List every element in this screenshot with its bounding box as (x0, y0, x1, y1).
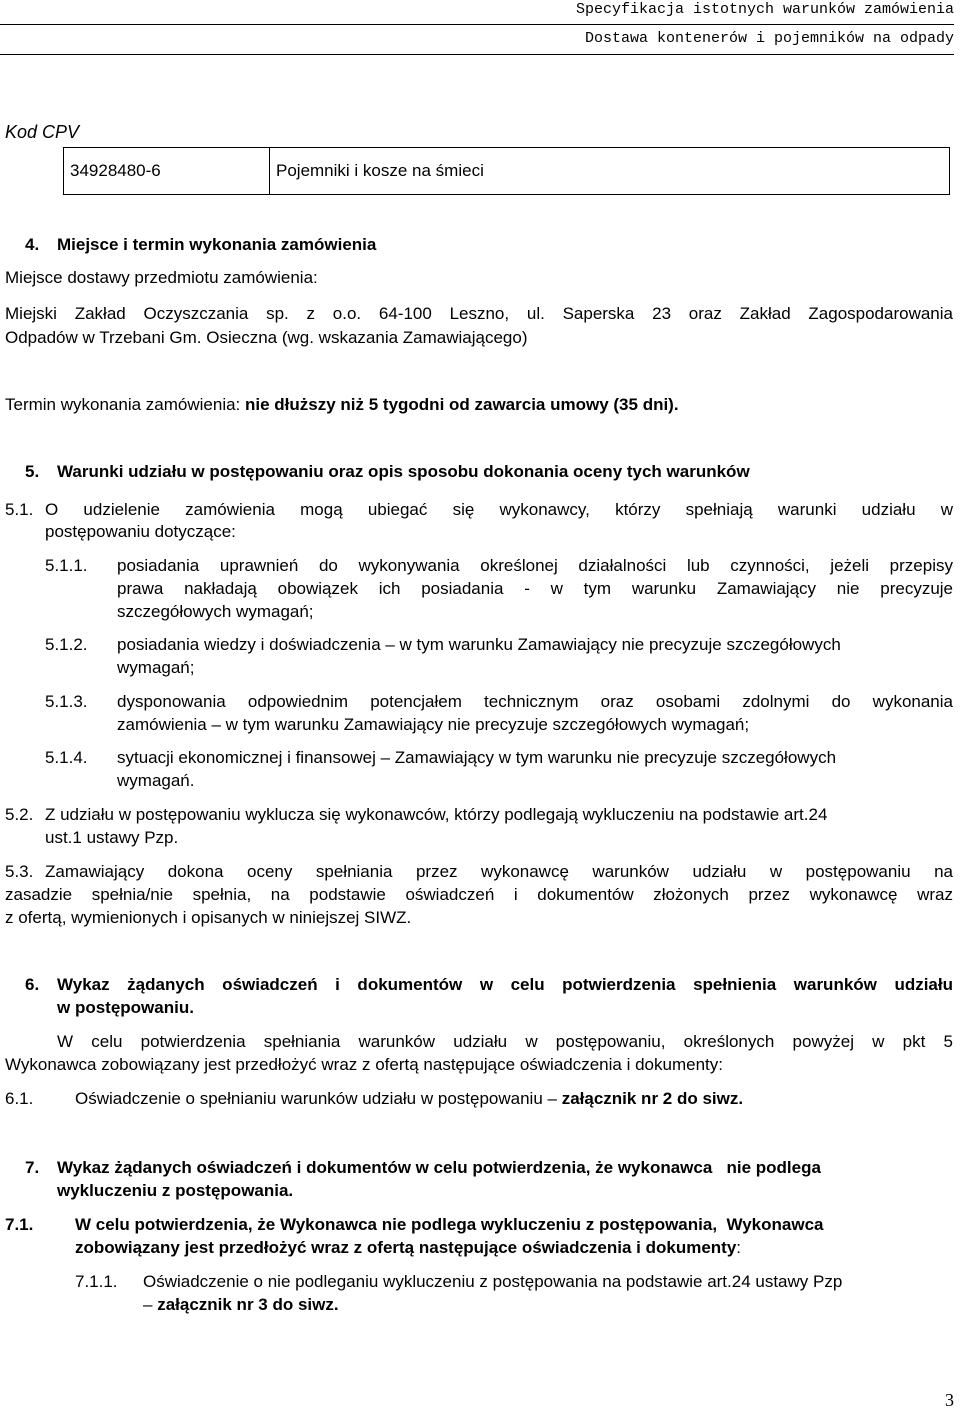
header-document-title: Specyfikacja istotnych warunków zamówienia (575, 1, 954, 18)
section-4-number: 4. (25, 235, 40, 254)
p711-dash: – (143, 1295, 158, 1314)
p61-text: Oświadczenie o spełnianiu warunków udziału w postępowaniu – (75, 1089, 562, 1108)
item-line: prawa nakładają obowiązek ich posiadania - w tym warunku Zamawiający nie precyzuje (117, 579, 953, 598)
item-line: dysponowania odpowiednim potencjałem technicznym oraz osobami zdolnymi do wykonania (117, 692, 953, 711)
p51-line-1: O udzielenie zamówienia mogą ubiegać się wykonawcy, którzy spełniają warunki udziału w (45, 500, 953, 519)
term-value: nie dłuższy niż 5 tygodni od zawarcia umowy (35 dni). (245, 395, 679, 414)
header-divider-bottom (0, 54, 954, 55)
p53-number: 5.3. (5, 862, 34, 881)
header-divider (0, 24, 954, 25)
item-number: 5.1.2. (45, 635, 88, 654)
p711-attachment: załącznik nr 3 do siwz. (157, 1295, 339, 1314)
section-6-intro-line-1: W celu potwierdzenia spełniania warunków udziału w postępowaniu, określonych powyżej w pkt 5 (57, 1032, 953, 1051)
item-line: posiadania wiedzy i doświadczenia – w tym warunku Zamawiający nie precyzuje szczegółowych (117, 635, 841, 654)
item-line: wymagań; (117, 658, 195, 677)
cpv-label: Kod CPV (5, 122, 80, 142)
p52-line-2: ust.1 ustawy Pzp. (45, 828, 179, 847)
item-number: 5.1.1. (45, 556, 88, 575)
p53-line-3: z ofertą, wymienionych i opisanych w niniejszej SIWZ. (5, 908, 412, 927)
item-line: wymagań. (117, 771, 195, 790)
p711-line-1: Oświadczenie o nie podleganiu wykluczeniu z postępowania na podstawie art.24 ustawy Pzp (143, 1272, 843, 1291)
section-5-number: 5. (25, 462, 40, 481)
p61-number: 6.1. (5, 1089, 34, 1108)
section-6-title-line-2: w postępowaniu. (57, 998, 194, 1017)
item-line: zamówienia – w tym warunku Zamawiający nie precyzuje szczegółowych wymagań; (117, 715, 750, 734)
item-line: sytuacji ekonomicznej i finansowej – Zamawiający w tym warunku nie precyzuje szczegółowych (117, 748, 837, 767)
p71-line-2: zobowiązany jest przedłożyć wraz z ofertą następujące oświadczenia i dokumenty (75, 1238, 737, 1257)
cpv-table (63, 147, 950, 195)
p711-number: 7.1.1. (75, 1272, 118, 1291)
section-4-title: Miejsce i termin wykonania zamówienia (57, 235, 377, 254)
cpv-code: 34928480-6 (64, 148, 270, 195)
p52-line-1: Z udziału w postępowaniu wyklucza się wykonawców, którzy podlegają wykluczeniu na podstawie art.24 (45, 805, 828, 824)
section-7-number: 7. (25, 1158, 40, 1177)
item-line: szczegółowych wymagań; (117, 602, 314, 621)
p61-paragraph (75, 1089, 743, 1109)
section-6-intro-line-2: Wykonawca zobowiązany jest przedłożyć wraz z ofertą następujące oświadczenia i dokumenty: (5, 1055, 723, 1074)
p53-line-1: Zamawiający dokona oceny spełniania przez wykonawcę warunków udziału w postępowaniu na (45, 862, 953, 881)
page-number: 3 (945, 1390, 954, 1410)
p52-number: 5.2. (5, 805, 34, 824)
term-label: Termin wykonania zamówienia: (5, 395, 245, 414)
place-line-2: Odpadów w Trzebani Gm. Osieczna (wg. wskazania Zamawiającego) (5, 328, 528, 347)
section-7-title-line-2: wykluczeniu z postępowania. (57, 1181, 294, 1200)
item-line: posiadania uprawnień do wykonywania określonej działalności lub czynności, jeżeli przepisy (117, 556, 953, 575)
p53-line-2: zasadzie spełnia/nie spełnia, na podstawie oświadczeń i dokumentów złożonych przez wykonawcę wraz (5, 885, 953, 904)
p71-line-2-wrap (75, 1238, 741, 1258)
place-label: Miejsce dostawy przedmiotu zamówienia: (5, 268, 318, 287)
item-number: 5.1.4. (45, 748, 88, 767)
p711-line-2 (143, 1295, 339, 1315)
header-subject: Dostawa kontenerów i pojemników na odpady (584, 30, 954, 47)
p51-line-2: postępowaniu dotyczące: (45, 522, 236, 541)
term-paragraph (5, 395, 679, 415)
section-7-title-line-1: Wykaz żądanych oświadczeń i dokumentów w celu potwierdzenia, że wykonawca nie podlega (57, 1158, 821, 1177)
table-row (64, 148, 950, 195)
p71-number: 7.1. (5, 1215, 34, 1234)
p61-attachment: załącznik nr 2 do siwz. (561, 1089, 744, 1108)
section-6-title-line-1: Wykaz żądanych oświadczeń i dokumentów w celu potwierdzenia spełnienia warunków udziału (57, 975, 953, 994)
p51-number: 5.1. (5, 500, 34, 519)
cpv-description: Pojemniki i kosze na śmieci (270, 148, 950, 195)
place-line-1: Miejski Zakład Oczyszczania sp. z o.o. 64-100 Leszno, ul. Saperska 23 oraz Zakład Zagospodarowania (5, 304, 953, 323)
item-number: 5.1.3. (45, 692, 88, 711)
section-6-number: 6. (25, 975, 40, 994)
section-5-title: Warunki udziału w postępowaniu oraz opis sposobu dokonania oceny tych warunków (57, 462, 750, 481)
p71-colon: : (736, 1238, 742, 1257)
p71-line-1: W celu potwierdzenia, że Wykonawca nie podlega wykluczeniu z postępowania, Wykonawca (75, 1215, 824, 1234)
